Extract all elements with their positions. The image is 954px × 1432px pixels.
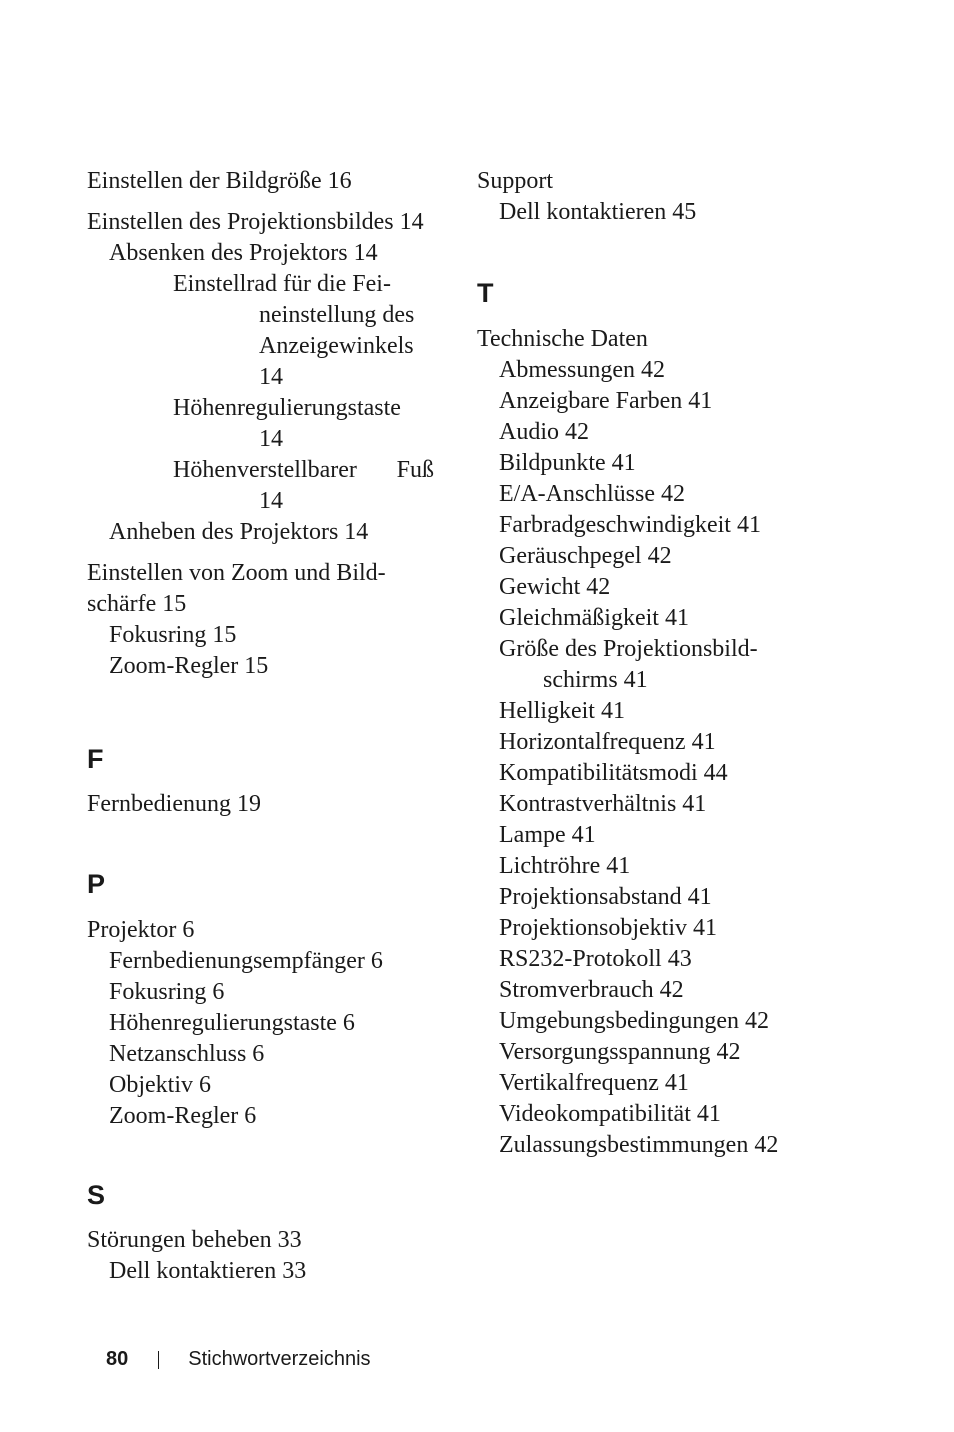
footer-divider (158, 1351, 159, 1369)
index-subentry: Bildpunkte 41 (499, 450, 636, 476)
index-subentry: Helligkeit 41 (499, 698, 625, 724)
index-subentry: Kompatibilitätsmodi 44 (499, 760, 728, 786)
index-subsubentry: Höhenverstellbarer Fuß 14 (173, 457, 434, 514)
index-subentry: Fokusring 15 (109, 622, 237, 648)
index-subsubentry: Höhenregulierungstaste 14 (173, 395, 401, 452)
index-subentry: Dell kontaktieren 45 (499, 199, 697, 225)
index-subentry: Zoom-Regler 15 (109, 653, 269, 679)
index-subentry: Geräuschpegel 42 (499, 543, 672, 569)
index-subsubentry (87, 269, 434, 393)
index-subentry: Zoom-Regler 6 (109, 1103, 257, 1129)
index-subentry: E/A-Anschlüsse 42 (499, 481, 685, 507)
index-subentry: Gewicht 42 (499, 574, 611, 600)
index-subentry-list (87, 946, 434, 1132)
index-entry: Support (477, 168, 554, 194)
index-subentry: Anheben des Projektors 14 (109, 519, 369, 545)
index-subentry: Versorgungsspannung 42 (499, 1039, 741, 1065)
index-subentry: Projektionsabstand 41 (499, 884, 712, 910)
index-column-right (477, 166, 877, 1161)
index-subentry: Objektiv 6 (109, 1072, 211, 1098)
index-subentry: RS232-Protokoll 43 (499, 946, 692, 972)
index-subentry: Anzeigbare Farben 41 (499, 388, 713, 414)
index-subentry: Netzanschluss 6 (109, 1041, 265, 1067)
index-subentry: Größe des Projektionsbild- schirms 41 (499, 636, 758, 693)
index-entry: Einstellen von Zoom und Bild- schärfe 15 (87, 560, 386, 617)
index-letter-heading: S (87, 1180, 106, 1210)
index-letter-heading: P (87, 869, 106, 899)
index-entry: Einstellen der Bildgröße 16 (87, 168, 352, 194)
index-letter-heading: F (87, 744, 104, 774)
index-entry: Fernbedienung 19 (87, 791, 261, 817)
index-subentry: Fernbedienungsempfänger 6 (109, 948, 383, 974)
index-subentry: Gleichmäßigkeit 41 (499, 605, 689, 631)
index-subentry: Lichtröhre 41 (499, 853, 631, 879)
index-subsubentry-text: Einstellrad für die Fei- neinstellung des Anzeigewinkels 14 (173, 271, 415, 390)
index-letter-heading: T (477, 278, 494, 308)
index-subentry: Lampe 41 (499, 822, 596, 848)
index-subentry: Kontrastverhältnis 41 (499, 791, 707, 817)
index-entry: Technische Daten (477, 326, 648, 352)
index-subentry: Videokompatibilität 41 (499, 1101, 721, 1127)
index-subentry: Fokusring 6 (109, 979, 225, 1005)
footer-section-title: Stichwortverzeichnis (188, 1348, 371, 1370)
index-subentry: Horizontalfrequenz 41 (499, 729, 716, 755)
index-subentry: Höhenregulierungstaste 6 (109, 1010, 355, 1036)
index-subentry: Absenken des Projektors 14 (109, 240, 378, 266)
page-footer (106, 1346, 371, 1372)
index-subentry: Dell kontaktieren 33 (109, 1258, 307, 1284)
index-subentry: Stromverbrauch 42 (499, 977, 684, 1003)
index-subentry: Projektionsobjektiv 41 (499, 915, 717, 941)
index-subentry: Farbradgeschwindigkeit 41 (499, 512, 761, 538)
index-subentry: Abmessungen 42 (499, 357, 665, 383)
index-entry: Störungen beheben 33 (87, 1227, 302, 1253)
page-number: 80 (106, 1348, 129, 1370)
index-entry: Einstellen des Projektionsbildes 14 (87, 209, 424, 235)
index-subentry: Umgebungsbedingungen 42 (499, 1008, 769, 1034)
index-column-left (87, 166, 434, 1287)
index-subentry-list (477, 355, 877, 1161)
index-subentry: Zulassungsbestimmungen 42 (499, 1132, 779, 1158)
index-subentry: Audio 42 (499, 419, 589, 445)
index-subentry: Vertikalfrequenz 41 (499, 1070, 689, 1096)
index-entry: Projektor 6 (87, 917, 195, 943)
